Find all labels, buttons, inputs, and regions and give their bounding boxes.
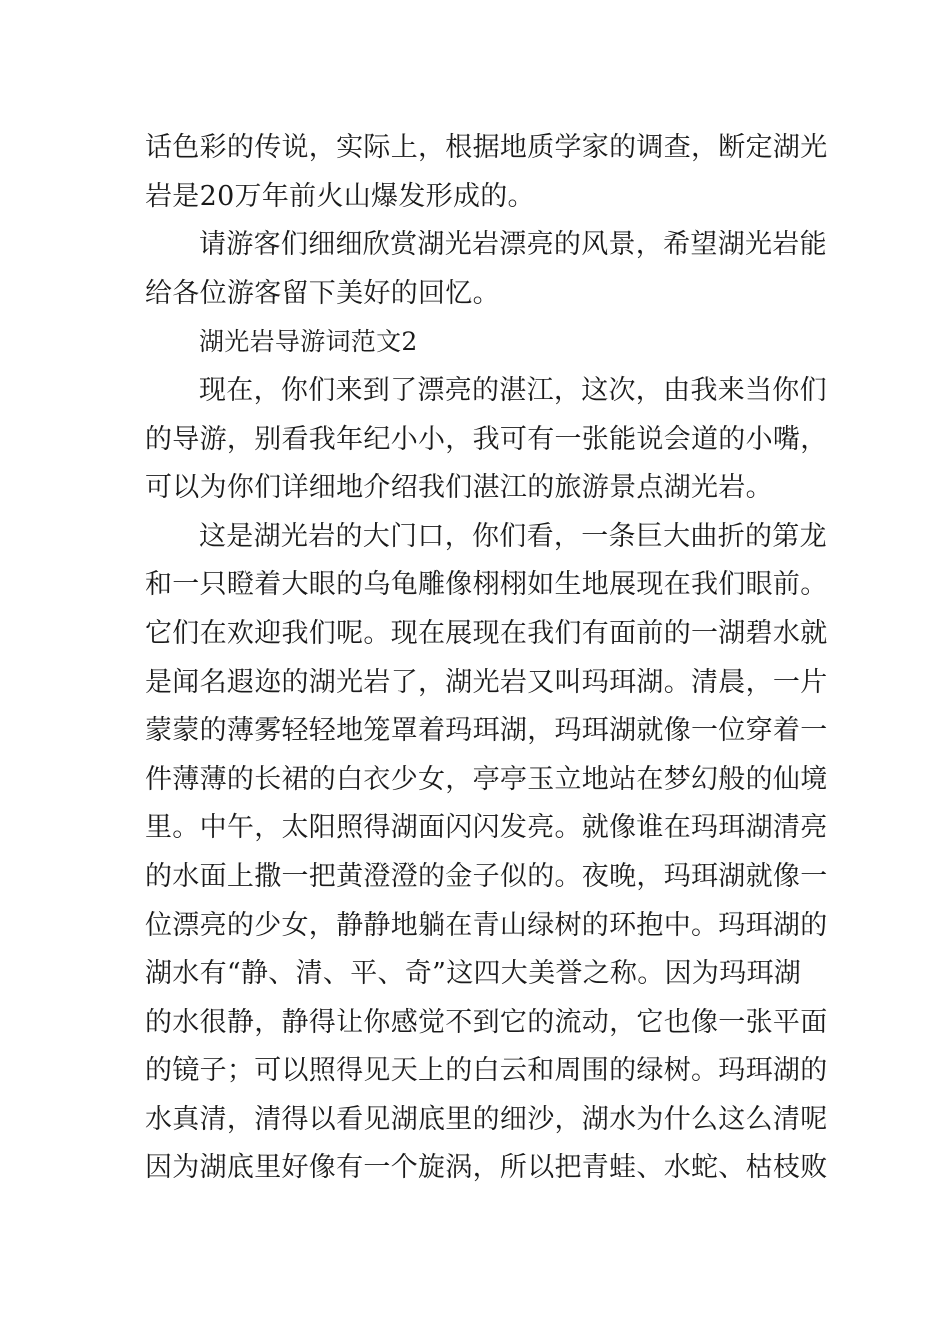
- paragraph-start-line: 请游客们细细欣赏湖光岩漂亮的风景，希望湖光岩能: [199, 229, 827, 261]
- text-line: 蒙蒙的薄雾轻轻地笼罩着玛珥湖，玛珥湖就像一位穿着一: [145, 715, 828, 747]
- text-line: 它们在欢迎我们呢。现在展现在我们有面前的一湖碧水就: [145, 617, 828, 649]
- text-line: 湖水有“静、清、平、奇”这四大美誉之称。因为玛珥湖: [145, 958, 802, 990]
- paragraph-start-line: 现在，你们来到了漂亮的湛江，这次，由我来当你们: [199, 374, 827, 406]
- text-line: 话色彩的传说，实际上，根据地质学家的调查，断定湖光: [145, 132, 828, 163]
- text-line: 给各位游客留下美好的回忆。: [145, 277, 500, 309]
- text-line: 的镜子；可以照得见天上的白云和周围的绿树。玛珥湖的: [145, 1055, 828, 1087]
- text-line: 里。中午，太阳照得湖面闪闪发亮。就像谁在玛珥湖清亮: [145, 812, 828, 844]
- paragraph-start-line: 这是湖光岩的大门口，你们看，一条巨大曲折的第龙: [199, 520, 827, 552]
- text-line: 的水很静，静得让你感觉不到它的流动，它也像一张平面: [145, 1006, 828, 1038]
- text-line: 水真清，清得以看见湖底里的细沙，湖水为什么这么清呢: [145, 1103, 828, 1135]
- text-line: 件薄薄的长裙的白衣少女，亭亭玉立地站在梦幻般的仙境: [145, 763, 828, 795]
- section-heading: 湖光岩导游词范文2: [199, 327, 418, 357]
- text-line: 和一只瞪着大眼的乌龟雕像栩栩如生地展现在我们眼前。: [145, 569, 828, 601]
- article-body: [145, 124, 828, 1193]
- text-line: 的水面上撒一把黄澄澄的金子似的。夜晚，玛珥湖就像一: [145, 860, 828, 892]
- text-line: 位漂亮的少女，静静地躺在青山绿树的环抱中。玛珥湖的: [145, 909, 828, 941]
- text-line: 岩是20万年前火山爆发形成的。: [145, 180, 535, 212]
- text-line: 是闻名遐迩的湖光岩了，湖光岩又叫玛珥湖。清晨，一片: [145, 666, 828, 698]
- text-line: 因为湖底里好像有一个旋涡，所以把青蛙、水蛇、枯枝败: [145, 1152, 828, 1184]
- text-line: 的导游，别看我年纪小小，我可有一张能说会道的小嘴，: [145, 423, 828, 455]
- text-line: 可以为你们详细地介绍我们湛江的旅游景点湖光岩。: [145, 472, 773, 504]
